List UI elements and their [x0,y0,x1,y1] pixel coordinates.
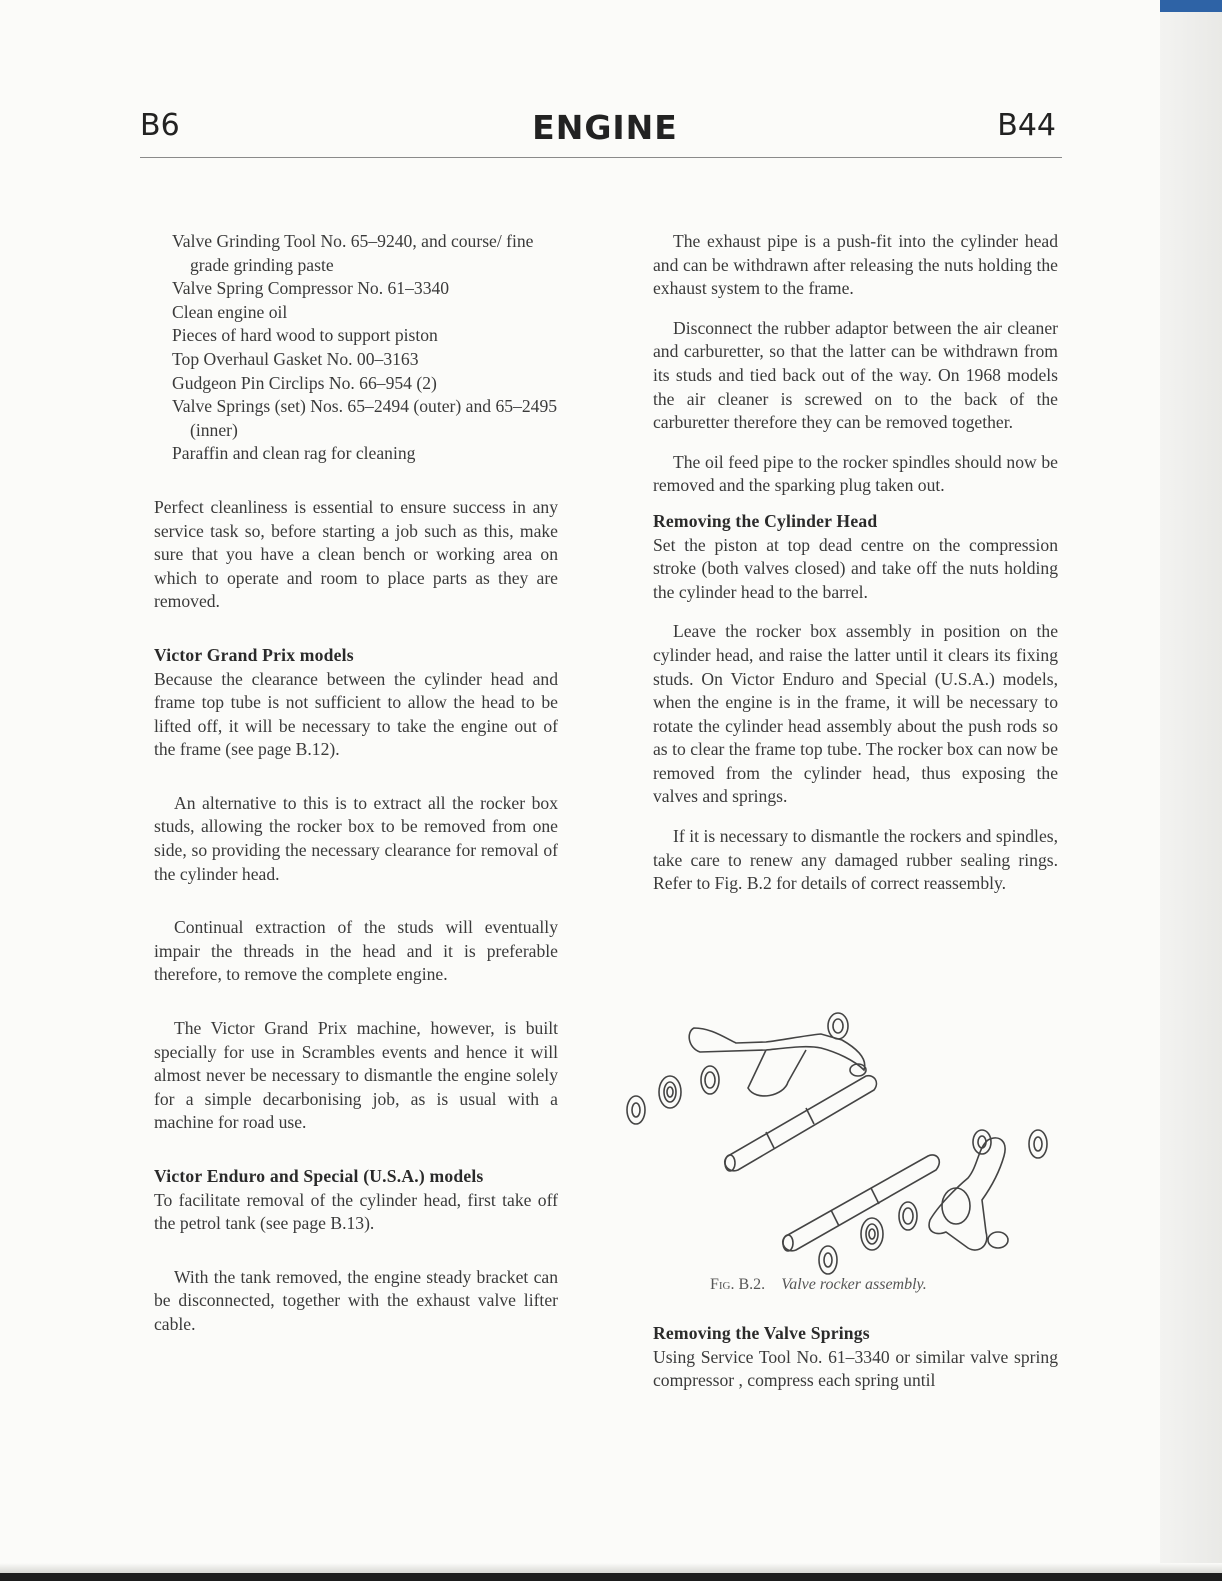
upper-rocker-arm [689,1028,865,1070]
washer [819,1246,837,1274]
tool-item: Top Overhaul Gasket No. 00–3163 [172,348,419,369]
paragraph-gp-3: Continual extraction of the studs will eventually impair the threads in the head and it is preferable therefore, to remove the complete engine. [154,917,558,985]
valve-rocker-assembly-illustration [616,1010,1066,1282]
paragraph-gp-4: The Victor Grand Prix machine, however, is built specially for use in Scrambles events and hence it will almost never be necessary to dismantle the engine solely for a simple decarbonising job, as is usual with a machine for road use. [154,1018,558,1133]
tool-item: Pieces of hard wood to support piston [172,325,438,346]
tool-item: Valve Springs (set) Nos. 65–2494 (outer) and 65–2495 (inner) [172,396,558,440]
washer [701,1066,719,1094]
page-edge-tab [1160,0,1222,12]
heading-grand-prix: Victor Grand Prix models [154,644,354,665]
heading-cylinder-head: Removing the Cylinder Head [653,510,878,531]
lower-rocker-eye [973,1130,991,1154]
header-rule [140,157,1062,158]
tool-item: Valve Grinding Tool No. 65–9240, and course/ fine grade grinding paste [172,231,534,275]
figure-description: Valve rocker assembly. [781,1276,927,1293]
right-column [653,230,1058,896]
paragraph-cleanliness: Perfect cleanliness is essential to ensure success in any service task so, before starting a job such as this, make sure that you have a clean bench or working area on which to operate and room to place parts as they are removed. [154,496,558,612]
upper-rocker-boss [748,1050,806,1096]
washer [861,1218,883,1250]
heading-valve-springs: Removing the Valve Springs [653,1323,870,1343]
paragraph-adaptor: Disconnect the rubber adaptor between the air cleaner and carburetter, so that the latter can be withdrawn from its studs and tied back out of the way. On 1968 models the air cleaner is screwed on to the back of the carburetter therefore they can be removed together. [653,317,1058,433]
figure-caption [700,1276,1020,1294]
page-number: B44 [997,108,1056,143]
page-edge-right [1160,0,1222,1581]
upper-rocker-eye [828,1013,848,1039]
paragraph-head-1: Set the piston at top dead centre on the compression stroke (both valves closed) and take off the nuts holding the cylinder head to the barrel. [653,534,1058,602]
page-section-label: B6 [140,108,180,143]
page-title: ENGINE [532,108,678,147]
paragraph-enduro-1: To facilitate removal of the cylinder head, first take off the petrol tank (see page B.13). [154,1189,558,1234]
washer [659,1076,681,1108]
tools-list [172,230,558,466]
paragraph-springs: Using Service Tool No. 61–3340 or similar valve spring compressor , compress each spring until [653,1346,1058,1391]
paragraph-exhaust: The exhaust pipe is a push-fit into the cylinder head and can be withdrawn after releasing the nuts holding the exhaust system to the frame. [653,231,1058,299]
paragraph-gp-2: An alternative to this is to extract all the rocker box studs, allowing the rocker box to be removed from one side, so providing the necessary clearance for removal of the cylinder head. [154,792,558,884]
heading-enduro: Victor Enduro and Special (U.S.A.) models [154,1166,484,1186]
paragraph-head-3: If it is necessary to dismantle the rockers and spindles, take care to renew any damaged rubber sealing rings. Refer to Fig. B.2 for details of correct reassembly. [653,826,1058,894]
paragraph-head-2: Leave the rocker box assembly in position on the cylinder head, and raise the latter until it clears its fixing studs. On Victor Enduro and Special (U.S.A.) models, when the engine is in the frame, it will be necessary to rotate the cylinder head assembly about the push rods so as to clear the frame top tube. The rocker box can now be removed from the cylinder head, thus exposing the valves and springs. [653,621,1058,807]
figure-label: Fig. B.2. [710,1276,766,1293]
lower-rocker-tip [988,1232,1008,1248]
paragraph-oil-feed: The oil feed pipe to the rocker spindles should now be removed and the sparking plug taken out. [653,451,1058,496]
washer [627,1096,645,1124]
tool-item: Gudgeon Pin Circlips No. 66–954 (2) [172,372,437,393]
paragraph-enduro-2: With the tank removed, the engine steady bracket can be disconnected, together with the exhaust valve lifter cable. [154,1266,558,1334]
washer [1029,1130,1047,1158]
left-column [154,230,558,1337]
tool-item: Paraffin and clean rag for cleaning [172,443,416,464]
washer [899,1202,917,1230]
tool-item: Clean engine oil [172,301,288,322]
page-edge-bottom [0,1563,1222,1581]
upper-spindle [725,1076,877,1171]
right-column-bottom [653,1322,1058,1393]
paragraph-gp-1: Because the clearance between the cylinder head and frame top tube is not sufficient to allow the head to be lifted off, it will be necessary to take the engine out of the frame (see page B.12). [154,668,558,760]
tool-item: Valve Spring Compressor No. 61–3340 [172,278,450,299]
